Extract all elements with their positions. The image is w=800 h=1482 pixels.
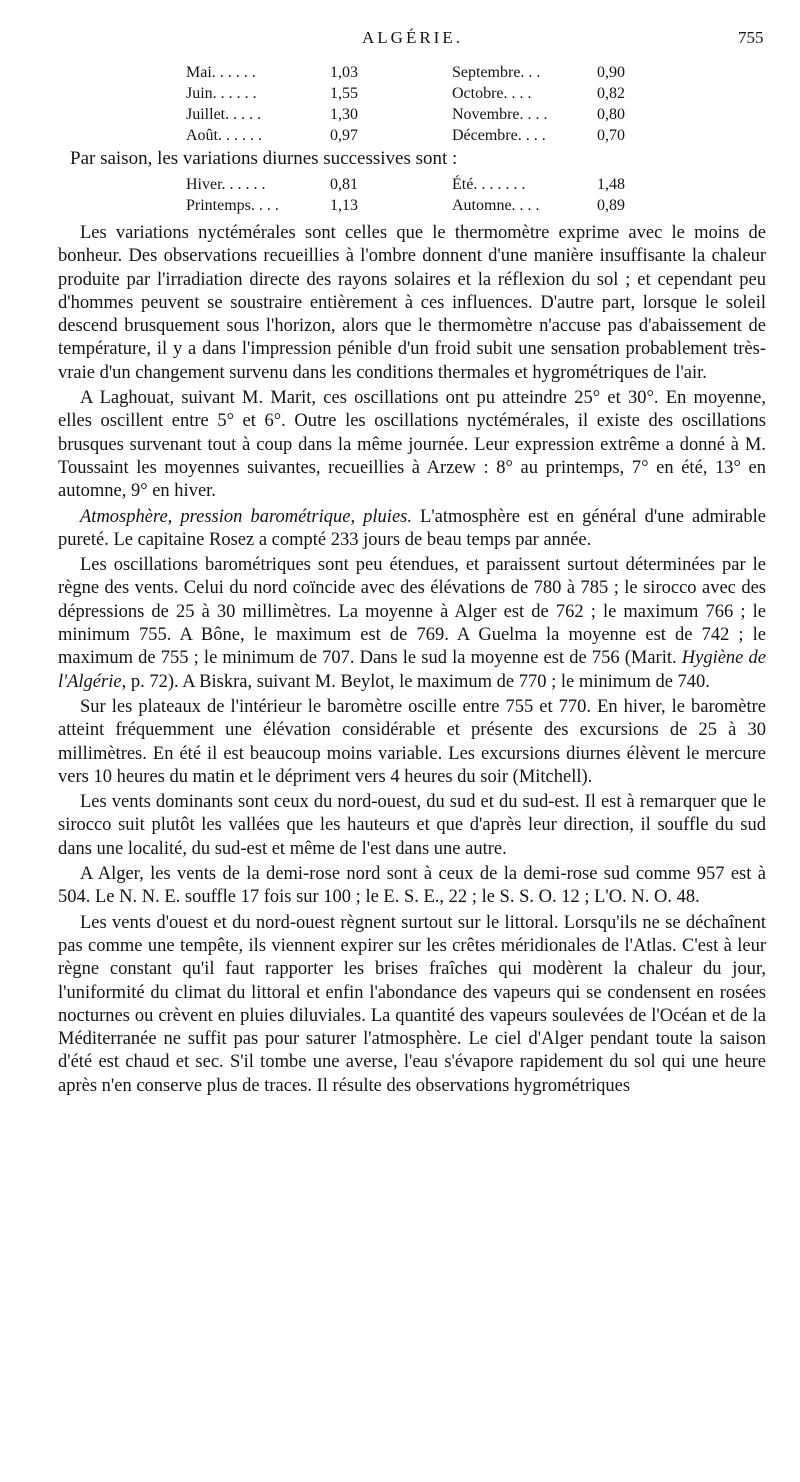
paragraph-winds: Les vents dominants sont ceux du nord-ouest, du sud et du sud-est. Il est à remarquer que le sirocco suit plutôt les vallées que les hauteurs et que d'après leur direction, il souffle du sud dans une localité, du sud-est et même de l'est dans une autre. [58, 792, 766, 859]
monthly-variation-table [0, 64, 800, 148]
paragraph-laghouat: A Laghouat, suivant M. Marit, ces oscillations ont pu atteindre 25° et 30°. En moyenne, elles oscillent entre 5° et 6°. Outre les oscillations nyctémérales, il existe des oscillations brusques survenant tout à coup dans la même journée. Leur expression extrême a donné à M. Toussaint les moyennes suivantes, recueillies à Arzew : 8° au printemps, 7° en été, 13° en automne, 9° en hiver. [58, 388, 766, 502]
table-row [0, 106, 800, 127]
season-label: Automne. . . . [452, 197, 540, 214]
month-label: Juin. . . . . . [186, 85, 257, 102]
section-heading: Atmosphère, pression barométrique, pluies. [80, 506, 412, 527]
month-label: Mai. . . . . . [186, 64, 256, 81]
paragraph-atmosphere [58, 506, 766, 553]
month-label: Octobre. . . . [452, 85, 532, 102]
paragraph-barometric [58, 554, 766, 694]
paragraph-plateaux: Sur les plateaux de l'intérieur le baromètre oscille entre 755 et 770. En hiver, le baromètre atteint fréquemment une élévation considérable et présente des excursions de 25 à 30 millimètres. En été il est beaucoup moins variable. Les excursions diurnes élèvent le mercure vers 10 heures du matin et le dépriment vers 4 heures du soir (Mitchell). [58, 696, 766, 787]
season-label: Été. . . . . . . [452, 176, 526, 193]
month-label: Août. . . . . . [186, 127, 262, 144]
running-title: ALGÉRIE. [362, 28, 463, 47]
running-head [0, 28, 800, 52]
paragraph-text: Les oscillations barométriques sont peu étendues, et paraissent surtout déterminées par le règne des vents. Celui du nord coïncide avec des élévations de 780 à 785 ; le sirocco avec des dépressions de 25 à 30 millimètres. La moyenne à Alger est de 762 ; le maximum 766 ; le minimum 755. A Bône, le maximum est de 769. A Guelma la moyenne est de 742 ; le maximum de 755 ; le minimum de 707. Dans le sud la moyenne est de 756 (Marit. [58, 555, 766, 669]
table-row [0, 197, 800, 218]
paragraph-west-winds: Les vents d'ouest et du nord-ouest règnent surtout sur le littoral. Lorsqu'ils ne se déchaînent pas comme une tempête, ils viennent expirer sur les crêtes méridionales de l'Atlas. C'est à leur règne constant qu'il faut rapporter les brises fraîches qui modèrent la chaleur du jour, l'uniformité du climat du littoral et enfin l'abondance des vapeurs qui se condensent en rosées nocturnes ou crèvent en pluies diluviales. La quantité des vapeurs soulevées de l'Océan et de la Méditerranée ne suffit pas pour saturer l'atmosphère. Le ciel d'Alger pendant toute la saison d'été est chaud et sec. S'il tombe une averse, l'eau s'évapore rapidement du sol qui une heure après n'en conserve plus de traces. Il résulte des observations hygrométriques [58, 912, 766, 1096]
month-value: 0,97 [330, 127, 358, 144]
month-value: 0,82 [597, 85, 625, 102]
month-value: 1,30 [330, 106, 358, 123]
season-label: Printemps. . . . [186, 197, 279, 214]
month-value: 0,90 [597, 64, 625, 81]
page-number: 755 [738, 28, 764, 47]
season-label: Hiver. . . . . . [186, 176, 266, 193]
month-value: 0,80 [597, 106, 625, 123]
season-value: 1,13 [330, 197, 358, 214]
table-row [0, 176, 800, 197]
paragraph-text: , p. 72). A Biskra, suivant M. Beylot, le maximum de 770 ; le minimum de 740. [121, 671, 710, 692]
month-label: Novembre. . . . [452, 106, 548, 123]
citation-title: Hygiène de l'Algérie [58, 648, 766, 692]
table-row [0, 85, 800, 106]
month-value: 0,70 [597, 127, 625, 144]
season-value: 0,89 [597, 197, 625, 214]
table-row [0, 64, 800, 85]
seasonal-variation-table [0, 176, 800, 218]
paragraph-nyctemeral: Les variations nyctémérales sont celles que le thermomètre exprime avec le moins de bonheur. Des observations recueillies à l'ombre donnent d'une manière insuffisante la chaleur produite par l'irradiation directe des rayons solaires et la réflexion du sol ; et cependant peu d'hommes peuvent se soustraire entièrement à ces influences. D'autre part, lorsque le soleil descend brusquement sous l'horizon, alors que le thermomètre n'accuse pas d'abaissement de température, il y a dans l'impression pénible d'un froid subit une sensation probablement très-vraie d'un changement survenu dans les conditions thermales et hygrométriques de l'air. [58, 223, 766, 383]
paragraph-alger-winds: A Alger, les vents de la demi-rose nord sont à ceux de la demi-rose sud comme 957 est à 504. Le N. N. E. souffle 17 fois sur 100 ; le E. S. E., 22 ; le S. S. O. 12 ; L'O. N. O. 48. [58, 864, 766, 908]
body-text [58, 222, 766, 1100]
season-value: 1,48 [597, 176, 625, 193]
paragraph-text: L'atmosphère est en général d'une admirable pureté. Le capitaine Rosez a compté 233 jours de beau temps par année. [58, 506, 766, 550]
season-value: 0,81 [330, 176, 358, 193]
month-label: Juillet. . . . . [186, 106, 262, 123]
table-row [0, 127, 800, 148]
month-label: Décembre. . . . [452, 127, 546, 144]
season-intro: Par saison, les variations diurnes successives sont : [70, 148, 458, 169]
month-value: 1,03 [330, 64, 358, 81]
month-value: 1,55 [330, 85, 358, 102]
month-label: Septembre. . . [452, 64, 541, 81]
